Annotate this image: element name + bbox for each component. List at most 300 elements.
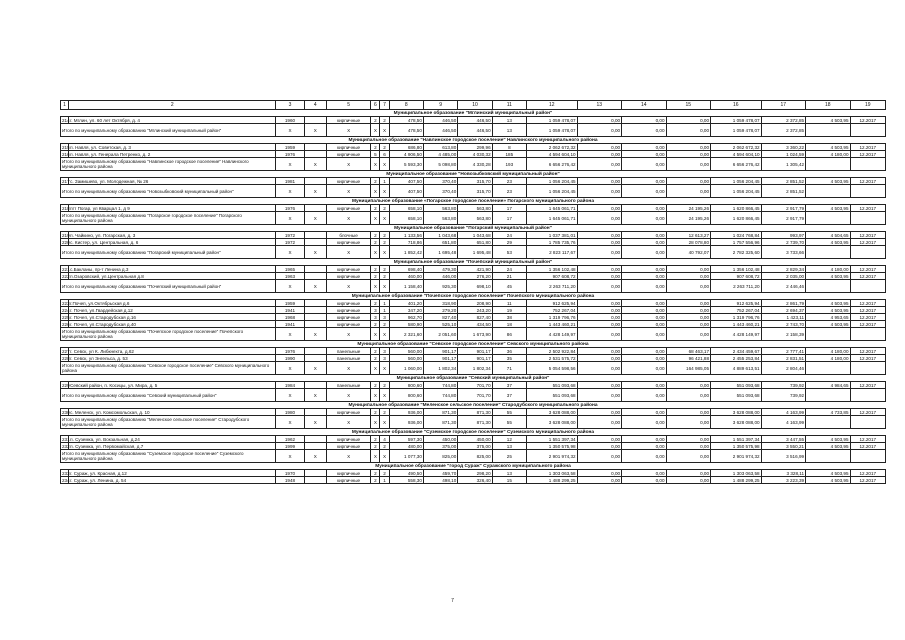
column-header: 17 [761, 101, 805, 110]
table-cell: 1963 [276, 273, 304, 280]
table-cell: 0,00 [577, 124, 621, 137]
table-cell: кирпичные [326, 178, 370, 185]
table-row [61, 409, 886, 416]
table-cell: 446,00 [423, 273, 457, 280]
table-cell: 4 428 149,97 [527, 328, 578, 341]
table-cell: 0,00 [666, 144, 710, 151]
table-cell: панельные [326, 382, 370, 389]
table-cell: 24 [492, 232, 526, 239]
table-cell: 4 180,00 [806, 266, 850, 273]
table-cell: X [371, 158, 380, 171]
table-cell: 613,80 [423, 144, 457, 151]
table-cell: 563,80 [423, 205, 457, 212]
table-cell: 12.2017 [850, 355, 885, 362]
table-cell: 4 906,50 [389, 151, 423, 158]
table-cell: 45 [492, 280, 526, 293]
table-cell: 2 [380, 409, 389, 416]
table-cell: 871,30 [423, 409, 457, 416]
table-cell: 0,00 [577, 450, 621, 463]
table-cell: 2 861,79 [761, 300, 805, 307]
table-cell: X [371, 389, 380, 402]
table-cell: 318,90 [423, 300, 457, 307]
table-cell: 0,00 [666, 158, 710, 171]
table-cell: 1 443 460,21 [527, 321, 578, 328]
table-cell: 2 [380, 239, 389, 246]
table-cell: 0,00 [622, 382, 666, 389]
table-cell: 2 [371, 436, 380, 443]
table-cell: 1 [380, 307, 389, 314]
table-cell [850, 416, 885, 429]
table-cell: 230 [62, 409, 70, 415]
total-label: Итого по муниципальному образованию "Меленское сельское поселение" Стародубского муниципального района [61, 416, 276, 429]
table-cell: 0,00 [666, 416, 710, 429]
table-cell [304, 314, 326, 321]
total-row [61, 246, 886, 259]
table-cell: 871,30 [458, 416, 492, 429]
table-cell: 208,90 [458, 300, 492, 307]
table-cell: 2 158,39 [761, 328, 805, 341]
table-cell: 0,00 [622, 117, 666, 124]
table-cell: 4 180,00 [806, 348, 850, 355]
housing-register-table [60, 100, 886, 484]
table-cell: X [276, 450, 304, 463]
table-cell: 0,00 [577, 212, 621, 225]
table-cell: Севский район, п. Косицы, ул. Мира, д. 5 [69, 382, 276, 389]
table-cell: 4 504,65 [806, 232, 850, 239]
table-cell: 12.2017 [850, 321, 885, 328]
table-cell: 0,00 [622, 314, 666, 321]
table-cell: 1 059 478,07 [711, 124, 762, 137]
table-cell: 1 488 299,25 [527, 477, 578, 484]
total-label: Итого по муниципальному образованию "Почепское городское поселение" Почепского муниципального района [61, 328, 276, 341]
column-header: 9 [423, 101, 457, 110]
section-title-row [61, 402, 886, 409]
table-cell: 375,00 [423, 443, 457, 450]
table-cell: 0,00 [577, 158, 621, 171]
table-row [61, 232, 886, 239]
table-cell: 1 785 735,76 [527, 239, 578, 246]
table-cell: 229 [62, 382, 70, 388]
table-row [61, 239, 886, 246]
table-cell: X [304, 450, 326, 463]
table-cell: 1 551 397,34 [711, 436, 762, 443]
table-cell: 0,00 [622, 355, 666, 362]
table-cell: 0,00 [622, 239, 666, 246]
table-cell: 0,00 [666, 178, 710, 185]
table-cell: 901,17 [423, 348, 457, 355]
table-cell: 479,30 [423, 266, 457, 273]
table-cell [806, 124, 850, 137]
table-cell: 0,00 [666, 117, 710, 124]
table-cell: 698,10 [458, 280, 492, 293]
section-title-row [61, 375, 886, 382]
table-cell: 370,40 [423, 178, 457, 185]
table-cell: 24 195,26 [666, 205, 710, 212]
table-cell: X [371, 450, 380, 463]
table-cell: 3 628 088,00 [527, 409, 578, 416]
table-cell: X [304, 185, 326, 198]
section-title-row [61, 171, 886, 178]
table-row [61, 307, 886, 314]
table-cell: 12.2017 [850, 273, 885, 280]
table-cell: 12.2017 [850, 409, 885, 416]
table-row [61, 178, 886, 185]
table-row [61, 273, 886, 280]
table-cell: 0,00 [666, 470, 710, 477]
total-row [61, 328, 886, 341]
table-cell: кирпичные [326, 477, 370, 484]
table-cell: 1 356 102,48 [527, 266, 578, 273]
section-title: Муниципальное образование "Суземское городское поселение" Суземского муниципального района [61, 429, 886, 436]
table-cell: 0,00 [577, 470, 621, 477]
table-cell: 2 [371, 239, 380, 246]
table-row [61, 205, 886, 212]
table-cell: 0,00 [577, 348, 621, 355]
table-cell [304, 300, 326, 307]
table-cell: 962,70 [389, 314, 423, 321]
table-cell: X [371, 212, 380, 225]
table-cell: с. Кистер, ул. Центральная, д. 6 [69, 239, 276, 246]
register-table-sheet [60, 100, 886, 484]
table-cell: X [276, 389, 304, 402]
table-cell: 1 305,42 [761, 158, 805, 171]
table-cell: X [304, 389, 326, 402]
table-cell: X [380, 328, 389, 341]
table-cell: 0,00 [622, 185, 666, 198]
table-cell: 279,20 [423, 307, 457, 314]
table-cell: 752 267,04 [711, 307, 762, 314]
table-cell: 686,80 [389, 144, 423, 151]
table-cell: 558,30 [389, 477, 423, 484]
table-cell: 2 [380, 205, 389, 212]
table-cell [304, 409, 326, 416]
table-cell: панельные [326, 348, 370, 355]
table-cell [304, 117, 326, 124]
table-cell: 912 625,94 [527, 300, 578, 307]
table-cell: 55 [492, 409, 526, 416]
table-cell: 1976 [276, 205, 304, 212]
table-cell: X [304, 158, 326, 171]
table-cell: 901,17 [458, 355, 492, 362]
table-cell: 0,00 [622, 328, 666, 341]
table-cell: 1 802,34 [423, 362, 457, 375]
table-cell: 315,70 [458, 178, 492, 185]
table-cell: 2 831,51 [761, 355, 805, 362]
section-title: Муниципальное образование "Севский муниципальный район" [61, 375, 886, 382]
table-cell: 3 516,99 [761, 450, 805, 463]
table-cell: 164 985,05 [666, 362, 710, 375]
table-cell: 12.2017 [850, 205, 885, 212]
table-cell: 1 059 478,07 [527, 117, 578, 124]
table-cell: X [326, 246, 370, 259]
table-cell: 744,80 [423, 389, 457, 402]
table-cell [806, 212, 850, 225]
table-cell: 3 447,55 [761, 436, 805, 443]
table-cell: 15 [492, 477, 526, 484]
table-cell: 3 628 088,00 [711, 409, 762, 416]
column-header: 7 [380, 101, 389, 110]
column-header: 18 [806, 101, 850, 110]
table-cell: 2 917,79 [761, 212, 805, 225]
column-header: 4 [304, 101, 326, 110]
table-cell: 1 350 575,98 [711, 443, 762, 450]
table-row [61, 321, 886, 328]
table-cell: кирпичные [326, 307, 370, 314]
table-cell: 4 503,95 [806, 300, 850, 307]
table-cell: 0,00 [577, 382, 621, 389]
table-cell: 4 503,95 [806, 117, 850, 124]
table-cell: 0,00 [622, 321, 666, 328]
table-cell: 2 321,60 [389, 328, 423, 341]
table-cell: X [371, 416, 380, 429]
table-cell [304, 436, 326, 443]
table-cell: г. Сураж, ул. Ленина, д. 54 [69, 477, 276, 484]
table-cell: 1990 [276, 355, 304, 362]
table-cell: 825,00 [458, 450, 492, 463]
table-cell: X [326, 280, 370, 293]
table-cell: 276,20 [458, 273, 492, 280]
column-header: 15 [666, 101, 710, 110]
table-cell: 35 [492, 355, 526, 362]
table-cell: 446,50 [423, 117, 457, 124]
table-cell: 871,30 [423, 416, 457, 429]
table-cell: 4 503,95 [806, 178, 850, 185]
table-cell: 0,00 [666, 151, 710, 158]
table-cell: 1 645 061,71 [527, 205, 578, 212]
table-cell: 6 656 276,42 [711, 158, 762, 171]
table-cell: 1960 [276, 117, 304, 124]
table-cell: г. Мглин, ул. 60 лет Октября, д. 4 [69, 117, 276, 124]
table-cell: 12.2017 [850, 307, 885, 314]
total-label: Итого по муниципальному образованию "Севское городское поселение" Севского муниципального района [61, 362, 276, 375]
table-cell: 4 503,95 [806, 470, 850, 477]
table-row [61, 314, 886, 321]
table-cell: панельные [326, 355, 370, 362]
total-row [61, 450, 886, 463]
table-cell: 0,00 [577, 117, 621, 124]
table-cell: 0,00 [666, 300, 710, 307]
section-title-row [61, 259, 886, 266]
table-cell: 12.2017 [850, 382, 885, 389]
table-cell: 1 [380, 300, 389, 307]
table-cell: 3 550,21 [761, 443, 805, 450]
table-cell: X [304, 280, 326, 293]
table-cell: кирпичные [326, 151, 370, 158]
table-cell: X [380, 185, 389, 198]
table-cell: г. Почеп, ул.Стародубская д.16 [69, 314, 276, 321]
table-cell [304, 273, 326, 280]
table-cell: 1 673,90 [458, 328, 492, 341]
table-cell: X [371, 328, 380, 341]
table-cell: X [371, 124, 380, 137]
table-cell [304, 151, 326, 158]
table-cell: 1 695,48 [458, 246, 492, 259]
table-cell: 0,00 [577, 355, 621, 362]
table-cell: 1 319 796,76 [527, 314, 578, 321]
table-cell: 739,92 [761, 382, 805, 389]
table-cell: 563,80 [458, 205, 492, 212]
table-cell: 12.2017 [850, 266, 885, 273]
table-cell: 2 035,00 [761, 273, 805, 280]
table-cell: 12.2017 [850, 477, 885, 484]
table-cell: п. Навля, ул. Генерала Петренко, д. 2 [69, 151, 276, 158]
column-header: 1 [61, 101, 69, 110]
table-cell: X [380, 389, 389, 402]
table-cell: 0,00 [622, 212, 666, 225]
table-cell: 825,00 [423, 450, 457, 463]
table-cell: 2 [371, 355, 380, 362]
table-cell [850, 124, 885, 137]
table-cell: 2 [380, 470, 389, 477]
table-cell: 5 098,80 [423, 158, 457, 171]
table-cell: 25 [492, 450, 526, 463]
table-cell: 2 823 117,67 [527, 246, 578, 259]
table-cell: 1 551 397,34 [527, 436, 578, 443]
table-cell: 228 [62, 355, 70, 361]
table-cell: 1 133,56 [389, 232, 423, 239]
table-cell [304, 144, 326, 151]
table-cell: 1 059 478,07 [527, 124, 578, 137]
table-cell: 698,40 [389, 266, 423, 273]
table-cell: 1 423,11 [761, 314, 805, 321]
table-cell [806, 185, 850, 198]
table-cell: 2 [371, 409, 380, 416]
table-cell: X [326, 389, 370, 402]
table-cell: 0,00 [622, 300, 666, 307]
table-cell: 2 372,85 [761, 124, 805, 137]
table-cell: X [276, 185, 304, 198]
table-cell: 0,00 [577, 362, 621, 375]
table-cell: 2 [380, 273, 389, 280]
table-cell: 3 [380, 314, 389, 321]
table-cell: 0,00 [577, 246, 621, 259]
table-row [61, 117, 886, 124]
table-cell: 12.2017 [850, 144, 885, 151]
table-cell: 4 428 149,97 [711, 328, 762, 341]
table-cell [304, 477, 326, 484]
table-cell: 2 051,60 [423, 328, 457, 341]
total-row [61, 124, 886, 137]
table-cell: 1 356 102,48 [711, 266, 762, 273]
table-cell: 0,00 [622, 470, 666, 477]
table-cell: 3 360,22 [761, 144, 805, 151]
section-title: Муниципальное образование "Севское городское поселение" Севского муниципального района [61, 341, 886, 348]
table-cell [806, 246, 850, 259]
table-cell: 871,30 [458, 409, 492, 416]
table-cell: X [371, 280, 380, 293]
total-row [61, 362, 886, 375]
table-cell: 1962 [276, 436, 304, 443]
table-cell: 0,00 [666, 273, 710, 280]
table-cell: 6 656 276,42 [527, 158, 578, 171]
column-header: 14 [622, 101, 666, 110]
table-cell: X [380, 158, 389, 171]
table-cell: 0,00 [577, 205, 621, 212]
table-cell: X [380, 212, 389, 225]
table-cell: X [326, 328, 370, 341]
table-cell: 1 852,42 [389, 246, 423, 259]
table-cell: 0,00 [577, 307, 621, 314]
table-cell: 3 628 088,00 [711, 416, 762, 429]
table-cell: 0,00 [577, 436, 621, 443]
table-cell: 446,50 [458, 124, 492, 137]
table-cell: 2 372,85 [761, 117, 805, 124]
table-cell [850, 450, 885, 463]
table-cell: 2 [371, 470, 380, 477]
table-cell: 560,00 [389, 348, 423, 355]
table-cell: 0,00 [622, 151, 666, 158]
table-cell [304, 239, 326, 246]
table-cell: 4 594 604,10 [711, 151, 762, 158]
table-cell: 2 901 974,32 [527, 450, 578, 463]
table-cell: X [380, 416, 389, 429]
table-cell: 490,50 [389, 470, 423, 477]
table-cell [304, 266, 326, 273]
table-cell: X [371, 246, 380, 259]
table-cell [850, 280, 885, 293]
table-cell: кирпичные [326, 443, 370, 450]
table-cell: 12.2017 [850, 436, 885, 443]
table-cell: 0,00 [577, 328, 621, 341]
table-cell: 1968 [276, 314, 304, 321]
table-cell: 0,00 [622, 416, 666, 429]
table-cell: 739,92 [761, 389, 805, 402]
table-cell: 0,00 [577, 151, 621, 158]
table-row [61, 443, 886, 450]
table-cell: X [371, 185, 380, 198]
table-cell: 718,86 [389, 239, 423, 246]
table-cell: 0,00 [622, 246, 666, 259]
section-title: Муниципальное образование "город Сураж" Суражского муниципального района [61, 463, 886, 470]
table-cell: п. Навля, ул. Советская, д. 3 [69, 144, 276, 151]
table-cell: 901,17 [423, 355, 457, 362]
table-cell: 3 [371, 314, 380, 321]
section-title-row [61, 137, 886, 144]
table-cell: 2 829,34 [761, 266, 805, 273]
table-cell: 12.2017 [850, 151, 885, 158]
table-body [61, 101, 886, 484]
page-number: 7 [451, 598, 454, 604]
table-cell: 222 [62, 273, 70, 279]
table-cell: кирпичные [326, 273, 370, 280]
table-cell [304, 232, 326, 239]
total-label: Итого по муниципальному образованию "Севский муниципальный район" [61, 389, 276, 402]
table-cell: 224 [62, 307, 70, 313]
table-cell: 0,00 [577, 389, 621, 402]
table-cell: 2 [371, 178, 380, 185]
table-cell: 2 [371, 232, 380, 239]
table-cell: 193 [492, 158, 526, 171]
table-cell: X [304, 246, 326, 259]
table-cell: 446,50 [458, 117, 492, 124]
table-cell: 407,50 [389, 178, 423, 185]
table-cell: 0,00 [622, 443, 666, 450]
table-cell: 551 093,68 [527, 389, 578, 402]
table-cell: 12.2017 [850, 239, 885, 246]
table-cell [304, 382, 326, 389]
table-cell: X [326, 416, 370, 429]
table-cell: X [276, 416, 304, 429]
table-cell: 1 443 460,21 [711, 321, 762, 328]
header-row [61, 101, 886, 110]
table-cell: 226 [62, 321, 70, 327]
table-cell: 800,60 [389, 382, 423, 389]
table-cell: кирпичные [326, 300, 370, 307]
table-cell: 233 [62, 470, 70, 476]
table-cell: 0,00 [666, 124, 710, 137]
table-cell: 460,00 [389, 273, 423, 280]
table-cell: 2 [380, 232, 389, 239]
